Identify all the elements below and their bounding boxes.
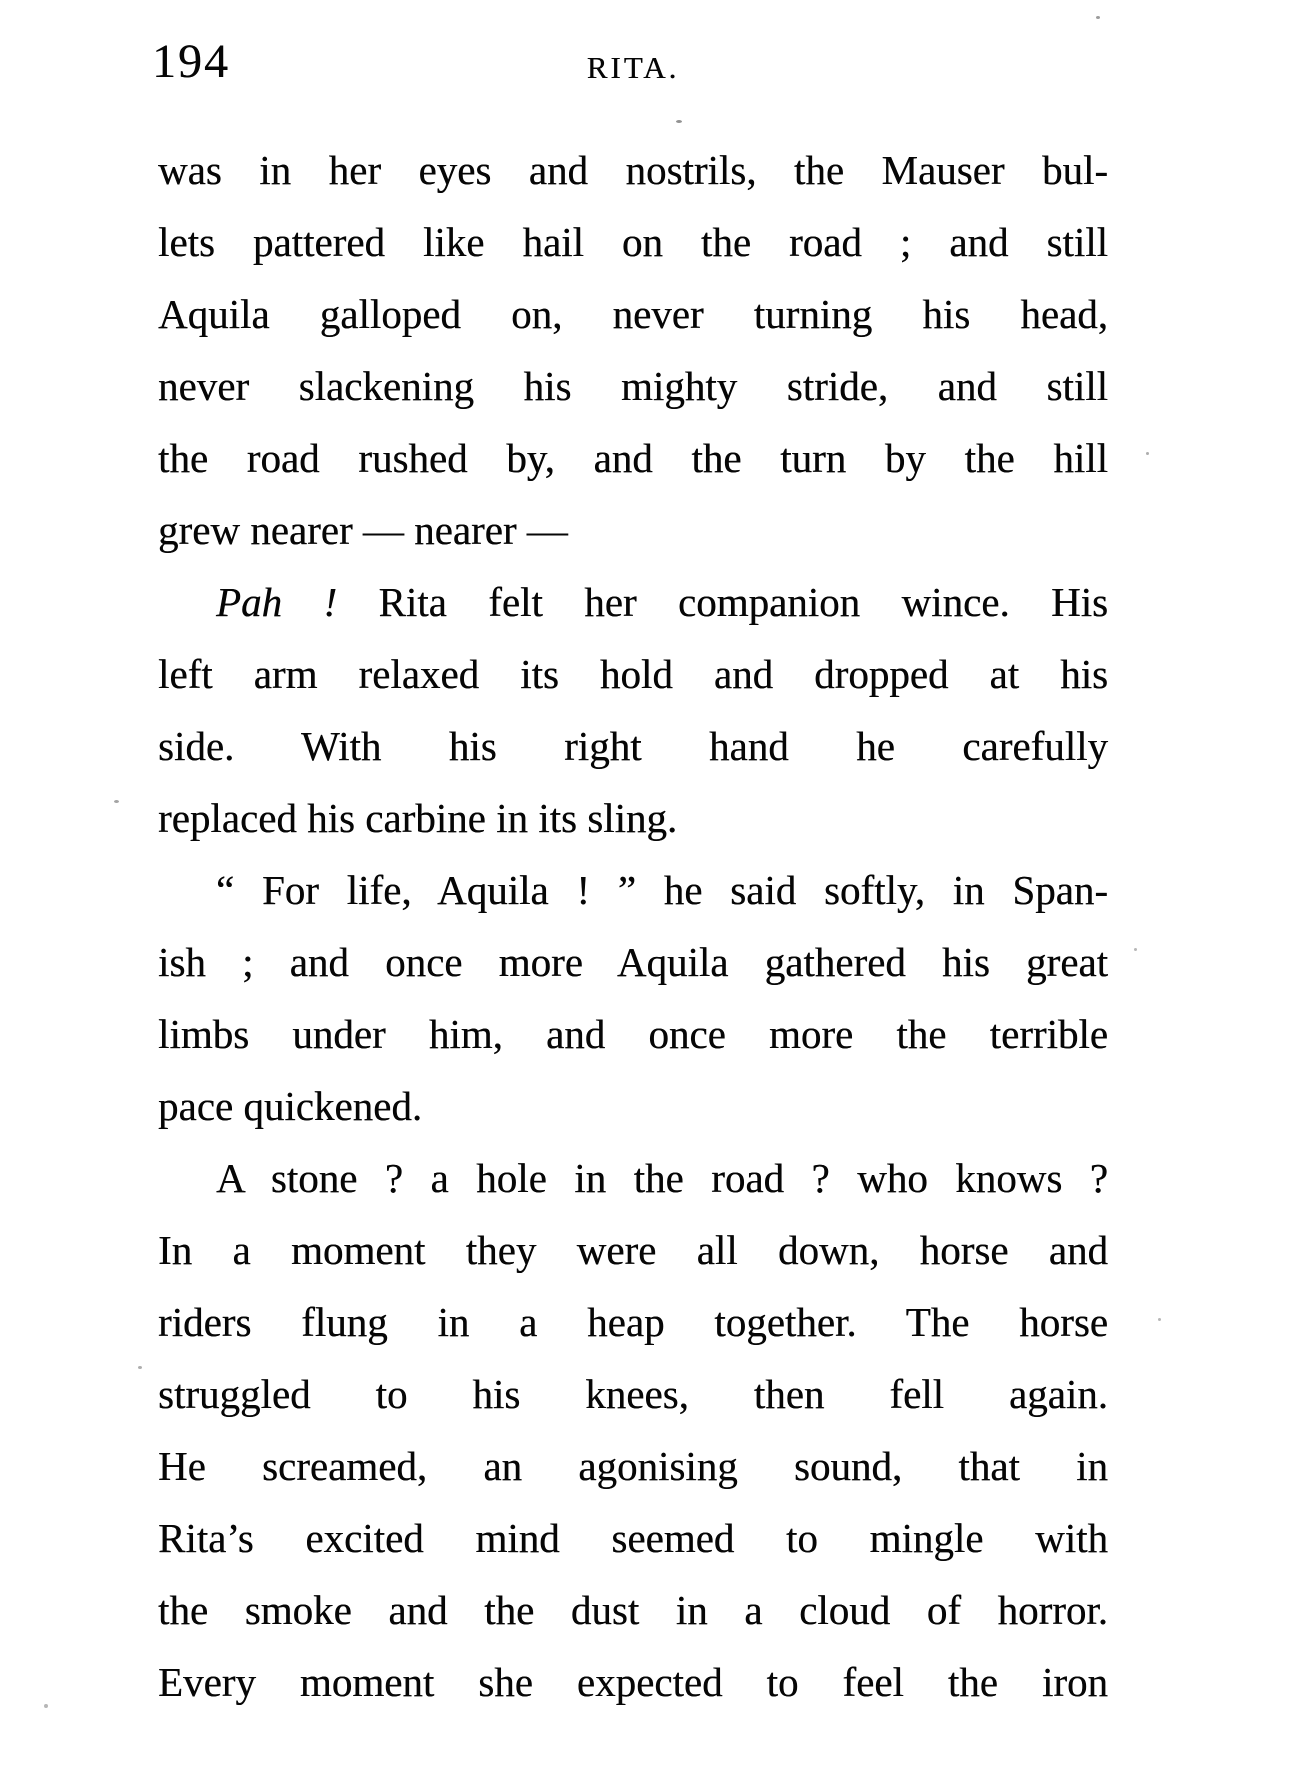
text-segment: the smoke and the dust in a cloud of horror. bbox=[158, 1587, 1108, 1633]
text-block bbox=[158, 134, 1108, 1718]
text-segment: “ For life, Aquila ! ” he said softly, in Span- bbox=[216, 867, 1108, 913]
text-line bbox=[158, 1214, 1108, 1286]
text-segment: limbs under him, and once more the terrible bbox=[158, 1011, 1108, 1057]
text-line bbox=[158, 278, 1108, 350]
scan-speck bbox=[1146, 452, 1149, 455]
text-line bbox=[158, 926, 1108, 998]
text-segment: ish ; and once more Aquila gathered his great bbox=[158, 939, 1108, 985]
text-line bbox=[158, 1646, 1108, 1718]
page-number: 194 bbox=[152, 35, 230, 88]
text-line bbox=[158, 1430, 1108, 1502]
text-line bbox=[158, 710, 1108, 782]
text-line bbox=[158, 1142, 1108, 1214]
text-line bbox=[158, 1574, 1108, 1646]
text-segment: never slackening his mighty stride, and still bbox=[158, 363, 1108, 409]
text-line bbox=[158, 854, 1108, 926]
italic-text: Pah ! bbox=[216, 579, 338, 625]
paragraph bbox=[158, 566, 1108, 854]
text-line bbox=[158, 998, 1108, 1070]
text-line bbox=[158, 1502, 1108, 1574]
scan-speck bbox=[1134, 948, 1137, 951]
text-line bbox=[158, 494, 1108, 566]
scan-speck bbox=[138, 1366, 142, 1369]
text-segment: Aquila galloped on, never turning his head, bbox=[158, 291, 1108, 337]
scan-speck bbox=[44, 1704, 48, 1708]
text-segment: riders flung in a heap together. The horse bbox=[158, 1299, 1108, 1345]
text-segment: grew nearer — nearer — bbox=[158, 507, 568, 553]
text-segment: A stone ? a hole in the road ? who knows ? bbox=[216, 1155, 1108, 1201]
scan-speck bbox=[114, 800, 119, 803]
text-line bbox=[158, 1286, 1108, 1358]
text-line bbox=[158, 566, 1108, 638]
text-segment: replaced his carbine in its sling. bbox=[158, 795, 678, 841]
text-segment: struggled to his knees, then fell again. bbox=[158, 1371, 1108, 1417]
text-segment: lets pattered like hail on the road ; and still bbox=[158, 219, 1108, 265]
running-title: RITA. bbox=[586, 50, 680, 85]
scan-speck bbox=[1096, 16, 1100, 19]
text-segment: He screamed, an agonising sound, that in bbox=[158, 1443, 1108, 1489]
text-segment: Every moment she expected to feel the iron bbox=[158, 1659, 1108, 1705]
text-line bbox=[158, 782, 1108, 854]
text-line bbox=[158, 350, 1108, 422]
text-line bbox=[158, 638, 1108, 710]
paragraph bbox=[158, 854, 1108, 1142]
text-segment: Rita felt her companion wince. His bbox=[337, 579, 1109, 625]
text-segment: pace quickened. bbox=[158, 1083, 423, 1129]
text-segment: Rita’s excited mind seemed to mingle with bbox=[158, 1515, 1108, 1561]
paragraph bbox=[158, 134, 1108, 566]
text-line bbox=[158, 1070, 1108, 1142]
text-segment: In a moment they were all down, horse and bbox=[158, 1227, 1108, 1273]
text-segment: side. With his right hand he carefully bbox=[158, 723, 1108, 769]
text-segment: left arm relaxed its hold and dropped at his bbox=[158, 651, 1108, 697]
scan-speck bbox=[676, 120, 682, 123]
text-segment: the road rushed by, and the turn by the hill bbox=[158, 435, 1108, 481]
text-line bbox=[158, 134, 1108, 206]
text-line bbox=[158, 422, 1108, 494]
scan-speck bbox=[1158, 1318, 1161, 1321]
paragraph bbox=[158, 1142, 1108, 1718]
text-line bbox=[158, 206, 1108, 278]
text-line bbox=[158, 1358, 1108, 1430]
text-segment: was in her eyes and nostrils, the Mauser bul- bbox=[158, 147, 1108, 193]
